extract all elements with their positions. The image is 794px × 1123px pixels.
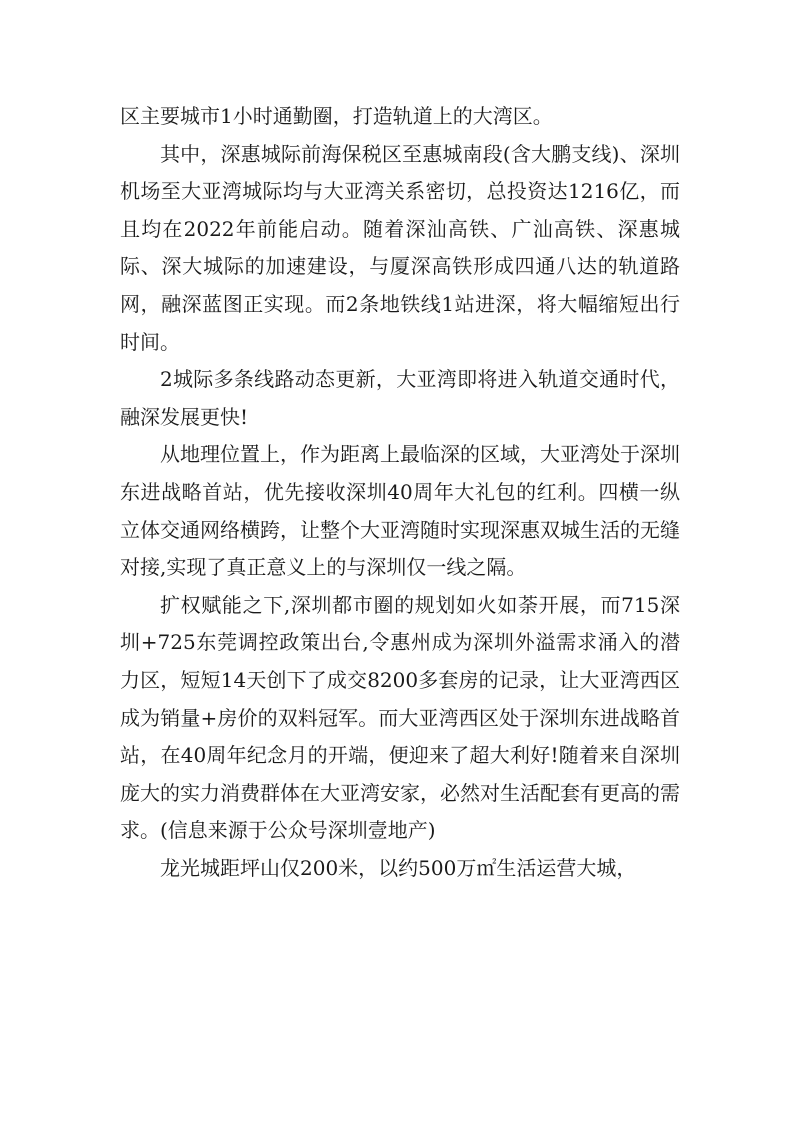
document-body (120, 98, 680, 887)
paragraph-3: 2城际多条线路动态更新，大亚湾即将进入轨道交通时代，融深发展更快! (120, 367, 680, 429)
paragraph-2: 其中，深惠城际前海保税区至惠城南段(含大鹏支线)、深圳机场至大亚湾城际均与大亚湾关系密切，总投资达1216亿，而且均在2022年前能启动。随着深汕高铁、广汕高铁、深惠城际、深大城际的加速建设，与厦深高铁形成四通八达的轨道路网，融深蓝图正实现。而2条地铁线1站进深，将大幅缩短出行时间。 (120, 141, 680, 354)
paragraph-5: 扩权赋能之下,深圳都市圈的规划如火如荼开展，而715深圳+725东莞调控政策出台,令惠州成为深圳外溢需求涌入的潜力区，短短14天创下了成交8200多套房的记录，让大亚湾西区成为销量+房价的双料冠军。而大亚湾西区处于深圳东进战略首站，在40周年纪念月的开端，便迎来了超大利好!随着来自深圳庞大的实力消费群体在大亚湾安家，必然对生活配套有更高的需求。(信息来源于公众号深圳壹地产) (120, 592, 680, 843)
paragraph-1: 区主要城市1小时通勤圈，打造轨道上的大湾区。 (120, 104, 553, 128)
paragraph-4: 从地理位置上，作为距离上最临深的区域，大亚湾处于深圳东进战略首站，优先接收深圳40周年大礼包的红利。四横一纵立体交通网络横跨，让整个大亚湾随时实现深惠双城生活的无缝对接,实现了真正意义上的与深圳仅一线之隔。 (120, 442, 680, 580)
paragraph-6: 龙光城距坪山仅200米，以约500万㎡生活运营大城， (160, 855, 637, 880)
